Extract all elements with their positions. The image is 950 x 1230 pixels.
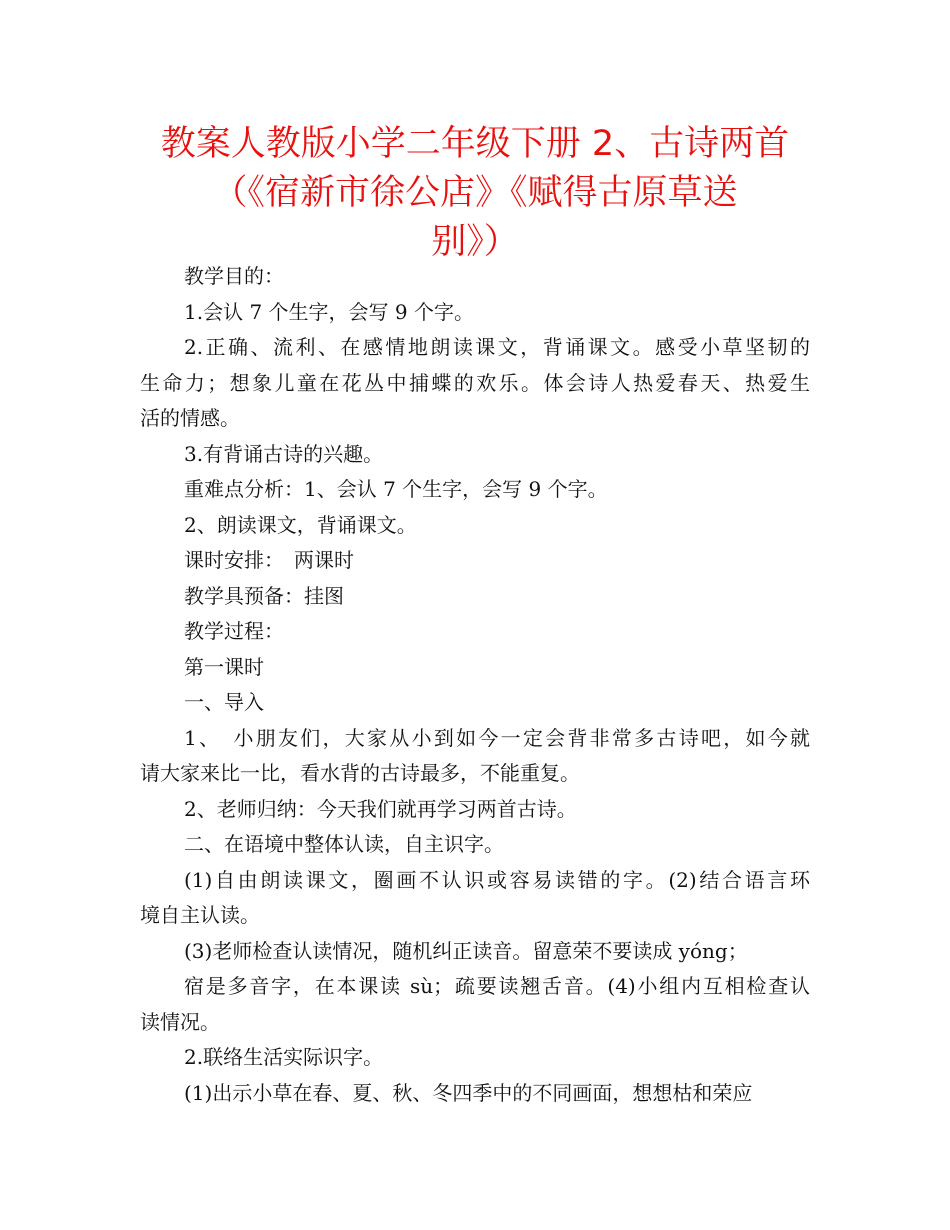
paragraph xyxy=(140,969,810,1040)
paragraph-line: 2、朗读课文，背诵课文。 xyxy=(184,512,417,537)
paragraph xyxy=(140,579,810,615)
paragraph-line: 读情况。 xyxy=(140,1009,220,1034)
paragraph xyxy=(140,934,810,970)
paragraph xyxy=(140,1040,810,1076)
paragraph-line: 2、老师归纳：今天我们就再学习两首古诗。 xyxy=(184,796,577,821)
document-title xyxy=(140,120,810,267)
paragraph xyxy=(140,650,810,686)
paragraph-line: 二、在语境中整体认读，自主识字。 xyxy=(184,832,504,856)
paragraph-line: 重难点分析：1、会认 7 个生字，会写 9 个字。 xyxy=(184,477,608,501)
paragraph-line: (3)老师检查认读情况，随机纠正读音。留意荣不要读成 yóng； xyxy=(184,938,748,963)
paragraph-line: 教学过程： xyxy=(184,619,284,643)
paragraph-line: (1)自由朗读课文，圈画不认识或容易读错的字。(2)结合语言环 xyxy=(184,867,810,892)
title-line: 教案人教版小学二年级下册 2、古诗两首 xyxy=(160,124,790,164)
paragraph xyxy=(140,863,810,934)
paragraph-line: 生命力；想象儿童在花丛中捕蝶的欢乐。体会诗人热爱春天、热爱生 xyxy=(140,370,810,395)
paragraph-line: 2.联络生活实际识字。 xyxy=(184,1045,384,1069)
paragraph-line: (1)出示小草在春、夏、秋、冬四季中的不同画面，想想枯和荣应 xyxy=(184,1080,753,1105)
paragraph xyxy=(140,1076,810,1112)
document-body xyxy=(140,259,810,1111)
paragraph-line: 3.有背诵古诗的兴趣。 xyxy=(184,441,384,466)
paragraph xyxy=(140,330,810,437)
paragraph-line: 活的情感。 xyxy=(140,406,240,430)
paragraph xyxy=(140,614,810,650)
paragraph xyxy=(140,259,810,295)
paragraph xyxy=(140,721,810,792)
paragraph xyxy=(140,295,810,331)
paragraph xyxy=(140,792,810,828)
paragraph xyxy=(140,685,810,721)
paragraph xyxy=(140,827,810,863)
paragraph-line: 1.会认 7 个生字，会写 9 个字。 xyxy=(184,299,474,324)
paragraph-line: 第一课时 xyxy=(184,654,264,679)
paragraph-line: 一、导入 xyxy=(184,690,264,714)
title-line: （《宿新市徐公店》《赋得古原草送 xyxy=(212,173,738,213)
paragraph xyxy=(140,472,810,508)
paragraph xyxy=(140,437,810,473)
paragraph-line: 2.正确、流利、在感情地朗读课文，背诵课文。感受小草坚韧的 xyxy=(184,335,810,359)
paragraph xyxy=(140,508,810,544)
title-line: 别》） xyxy=(431,222,519,262)
paragraph-line: 教学目的： xyxy=(184,264,284,288)
paragraph-line: 请大家来比一比，看水背的古诗最多，不能重复。 xyxy=(140,761,580,785)
paragraph-line: 境自主认读。 xyxy=(140,903,260,927)
paragraph-line: 教学具预备：挂图 xyxy=(184,583,344,608)
paragraph-line: 1、 小朋友们，大家从小到如今一定会背非常多古诗吧，如今就 xyxy=(184,725,810,750)
paragraph-line: 课时安排： 两课时 xyxy=(184,548,354,572)
paragraph-line: 宿是多音字，在本课读 sù；疏要读翘舌音。(4)小组内互相检查认 xyxy=(184,974,810,998)
paragraph xyxy=(140,543,810,579)
